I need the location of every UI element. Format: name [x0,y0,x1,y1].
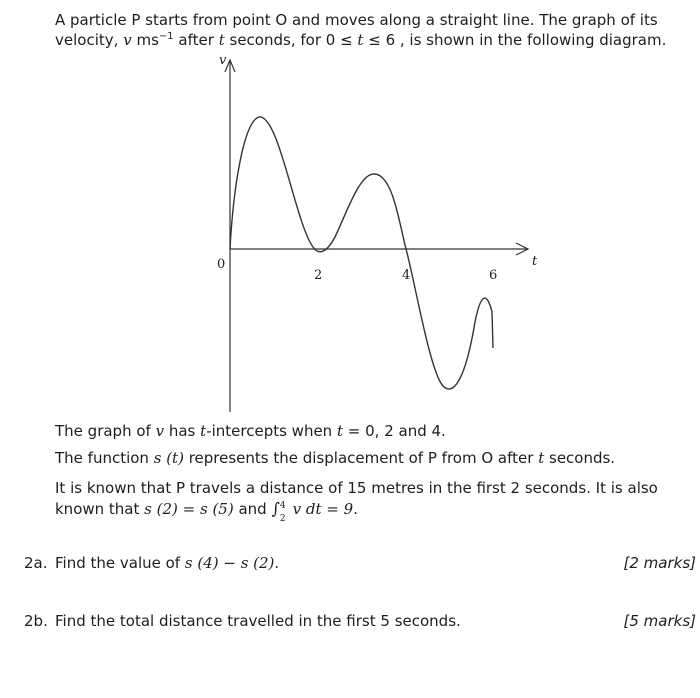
time-symbol: t [538,449,545,467]
time-symbol: t [200,422,207,440]
info-line-1 [55,421,446,441]
question-2a-text [55,553,279,573]
question-expression: s (4) − s (2). [184,554,280,572]
question-2b-number: 2b. [24,612,48,630]
unit-exponent: −1 [158,31,174,42]
info-text: = 0, 2 and 4. [347,422,446,440]
info-text: -intercepts when [206,422,333,440]
intro-text: after [178,31,214,49]
integral-lower-limit: 2 [279,514,286,524]
tick-label-6: 6 [489,268,498,283]
time-symbol: t [357,31,364,49]
question-intro [55,10,666,50]
integral-upper-limit: 4 [279,501,286,511]
time-symbol: t [336,422,344,440]
velocity-symbol: v [123,31,132,49]
intro-text: velocity, [55,31,119,49]
intro-line-2 [55,30,666,50]
question-2b-text: Find the total distance travelled in the first 5 seconds. [55,612,461,630]
info-text: The function [55,449,149,467]
info-text: has [168,422,196,440]
info-line-3: It is known that P travels a distance of 15 metres in the first 2 seconds. It is also [55,479,658,497]
intro-line-1: A particle P starts from point O and moves along a straight line. The graph of its [55,11,658,29]
info-text: and [238,500,267,518]
question-2a-number: 2a. [24,554,48,572]
y-axis-label: v [219,53,227,68]
x-axis-label: t [532,254,538,269]
velocity-time-graph [195,52,545,417]
question-text: Find the value of [55,554,181,572]
tick-label-4: 4 [402,268,411,283]
displacement-function: s (t) [153,449,184,467]
info-text: represents the displacement of P from O after [188,449,534,467]
velocity-curve [230,117,493,389]
info-line-2 [55,448,615,468]
info-line-4 [55,499,358,524]
integral-sign: ∫ [271,499,280,518]
question-2a-marks: [2 marks] [623,554,696,572]
tick-label-2: 2 [314,268,323,283]
displacement-equation: s (2) = s (5) [144,500,234,518]
velocity-symbol: v [155,422,165,440]
intro-text: ≤ 6 , is shown in the following diagram. [368,31,667,49]
integral-limits [279,499,288,524]
unit-text: ms [136,31,159,49]
question-2b-marks: [5 marks] [623,612,696,630]
time-symbol: t [218,31,225,49]
integral-expression: v dt = 9. [292,500,358,518]
intro-text: seconds, for 0 ≤ [229,31,353,49]
info-text: seconds. [549,449,616,467]
origin-label: 0 [217,257,226,272]
info-text: known that [55,500,140,518]
info-text: The graph of [55,422,151,440]
